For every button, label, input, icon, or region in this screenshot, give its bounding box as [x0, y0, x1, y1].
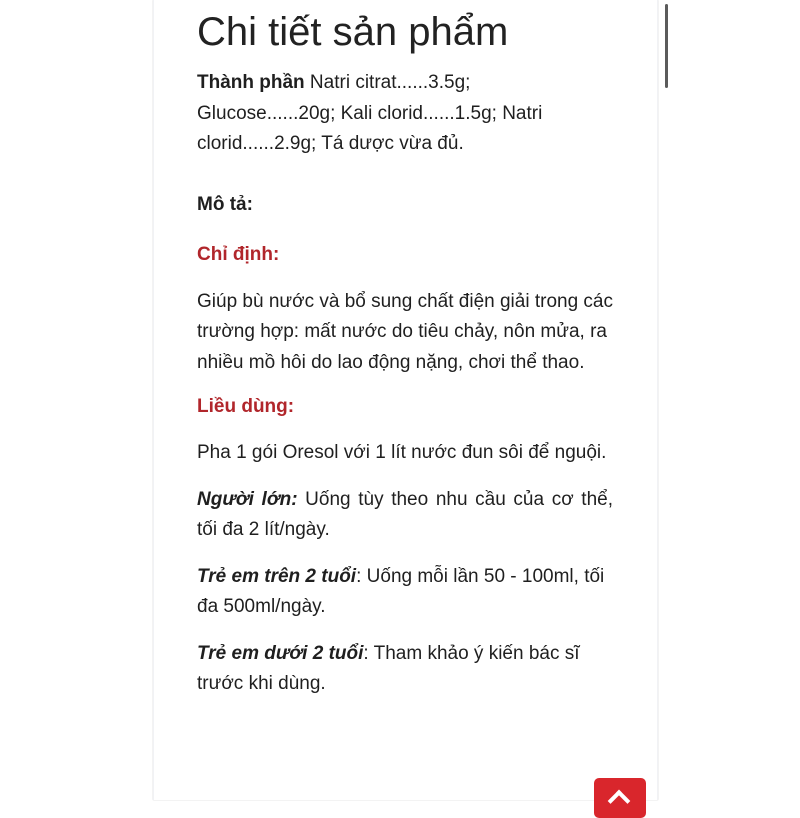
dosage-child-over-2: [197, 562, 613, 623]
indication-heading: Chỉ định:: [197, 243, 280, 265]
indication-text: Giúp bù nước và bổ sung chất điện giải trong các trường hợp: mất nước do tiêu chảy, nôn mửa, ra nhiều mồ hôi do lao động nặng, chơi thể thao.: [197, 290, 613, 373]
dosage-child-under-2-label: Trẻ em dưới 2 tuổi: [197, 642, 364, 664]
dosage-child-under-2: [197, 639, 613, 700]
dosage-adult-text: Uống tùy theo nhu cầu của cơ thể, tối đa 2 lít/ngày.: [197, 488, 613, 540]
dosage-adult: [197, 485, 613, 546]
dosage-child-under-2-text: : Tham khảo ý kiến bác sĩ trước khi dùng.: [197, 642, 580, 694]
ingredients-label: Thành phần: [197, 72, 305, 93]
dosage-child-over-2-label: Trẻ em trên 2 tuổi: [197, 565, 357, 587]
scrollbar-thumb[interactable]: [665, 4, 668, 88]
chevron-up-icon: [608, 790, 631, 813]
page-title: Chi tiết sản phẩm: [197, 10, 509, 54]
description-label: Mô tả:: [197, 193, 253, 215]
ingredients-paragraph: [197, 68, 613, 160]
dosage-child-over-2-text: : Uống mỗi lần 50 - 100ml, tối đa 500ml/ngày.: [197, 565, 605, 617]
back-to-top-button[interactable]: [594, 778, 646, 818]
dosage-preparation: Pha 1 gói Oresol với 1 lít nước đun sôi để nguội.: [197, 442, 607, 463]
ingredients-text: Natri citrat......3.5g; Glucose......20g; Kali clorid......1.5g; Natri clorid......2.9g; Tá dược vừa đủ.: [197, 72, 543, 154]
dosage-adult-label: Người lớn:: [197, 488, 298, 510]
dosage-heading: Liều dùng:: [197, 396, 295, 417]
product-detail-content: [197, 8, 613, 700]
